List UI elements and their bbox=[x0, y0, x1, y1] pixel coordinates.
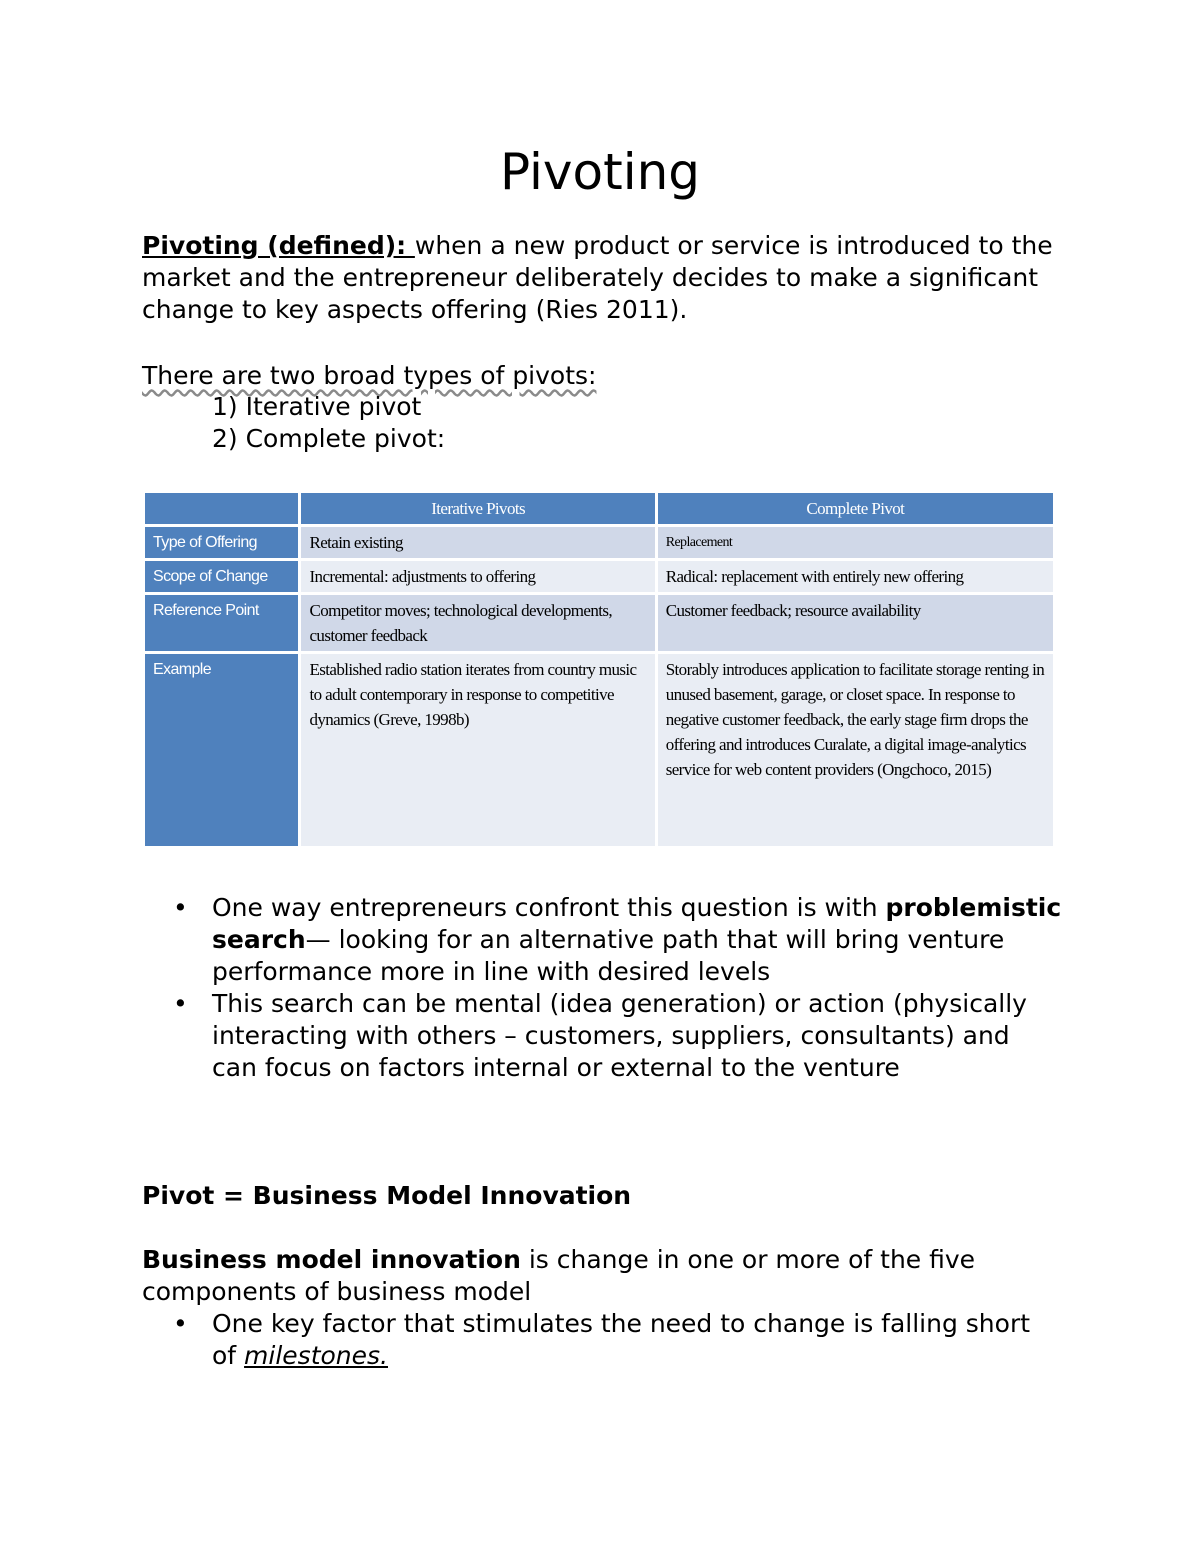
table-row bbox=[145, 595, 1053, 651]
row-label: Scope of Change bbox=[145, 561, 298, 592]
bmi-paragraph bbox=[142, 1244, 1082, 1308]
table-cell: Storably introduces application to facilitate storage renting in unused basement, garage, or closet space. In response to negative customer feedback, the early stage firm drops the offering and introduces Curalate, a digital image-analytics service for web content providers (Ongchoco, 2015) bbox=[658, 654, 1053, 846]
table-row bbox=[145, 527, 1053, 558]
pivot-comparison-table bbox=[142, 490, 1056, 849]
table-cell: Retain existing bbox=[301, 527, 654, 558]
bullet-text: This search can be mental (idea generation) or action (physically interacting with others – customers, suppliers, consultants) and can focus on factors internal or external to the venture bbox=[212, 989, 1027, 1082]
row-label: Example bbox=[145, 654, 298, 846]
table-row bbox=[145, 561, 1053, 592]
bullet-text: One key factor that stimulates the need to change is falling short of bbox=[212, 1309, 1031, 1370]
bullet-emphasis: problemistic search bbox=[212, 893, 1062, 954]
bmi-term: Business model innovation bbox=[142, 1245, 521, 1274]
table-cell: Customer feedback; resource availability bbox=[658, 595, 1053, 651]
table-header-cell: Iterative Pivots bbox=[301, 493, 654, 524]
bullet-text: One way entrepreneurs confront this question is with bbox=[212, 893, 886, 922]
table-header-cell: Complete Pivot bbox=[658, 493, 1053, 524]
pivot-type-item: 1) Iterative pivot bbox=[212, 392, 422, 421]
search-bullet-list bbox=[142, 892, 1062, 1084]
table-header-row bbox=[145, 493, 1053, 524]
table-cell: Replacement bbox=[658, 527, 1053, 558]
definition-paragraph bbox=[142, 230, 1082, 326]
definition-term: Pivoting (defined): bbox=[142, 231, 415, 260]
list-item bbox=[142, 988, 1062, 1084]
bullet-text: — looking for an alternative path that will bring venture performance more in line with desired levels bbox=[212, 925, 1005, 986]
row-label: Reference Point bbox=[145, 595, 298, 651]
table-cell: Radical: replacement with entirely new offering bbox=[658, 561, 1053, 592]
list-item bbox=[142, 1308, 1062, 1372]
definition-text: when a new product or service is introduced to the market and the entrepreneur deliberately decides to make a significant change to key aspects offering (Ries 2011). bbox=[142, 231, 1053, 324]
bullet-icon: • bbox=[173, 989, 188, 1018]
page-title: Pivoting bbox=[499, 143, 701, 201]
table-row bbox=[145, 654, 1053, 846]
list-item bbox=[142, 892, 1062, 988]
table-cell: Competitor moves; technological developments, customer feedback bbox=[301, 595, 654, 651]
row-label: Type of Offering bbox=[145, 527, 298, 558]
bullet-icon: • bbox=[173, 1309, 188, 1338]
milestones-link-text: milestones. bbox=[244, 1341, 388, 1370]
pivot-type-item: 2) Complete pivot: bbox=[212, 424, 446, 453]
pivot-equation-heading: Pivot = Business Model Innovation bbox=[142, 1181, 632, 1210]
bullet-icon: • bbox=[173, 893, 188, 922]
bmi-text: is change in one or more of the five components of business model bbox=[142, 1245, 976, 1306]
pivot-types-list bbox=[212, 391, 445, 455]
pivot-types-heading: There are two broad types of pivots: bbox=[142, 361, 597, 390]
table-cell: Established radio station iterates from country music to adult contemporary in response to competitive dynamics (Greve, 1998b) bbox=[301, 654, 654, 846]
table-header-cell bbox=[145, 493, 298, 524]
table-cell: Incremental: adjustments to offering bbox=[301, 561, 654, 592]
milestone-bullet-list bbox=[142, 1308, 1062, 1372]
